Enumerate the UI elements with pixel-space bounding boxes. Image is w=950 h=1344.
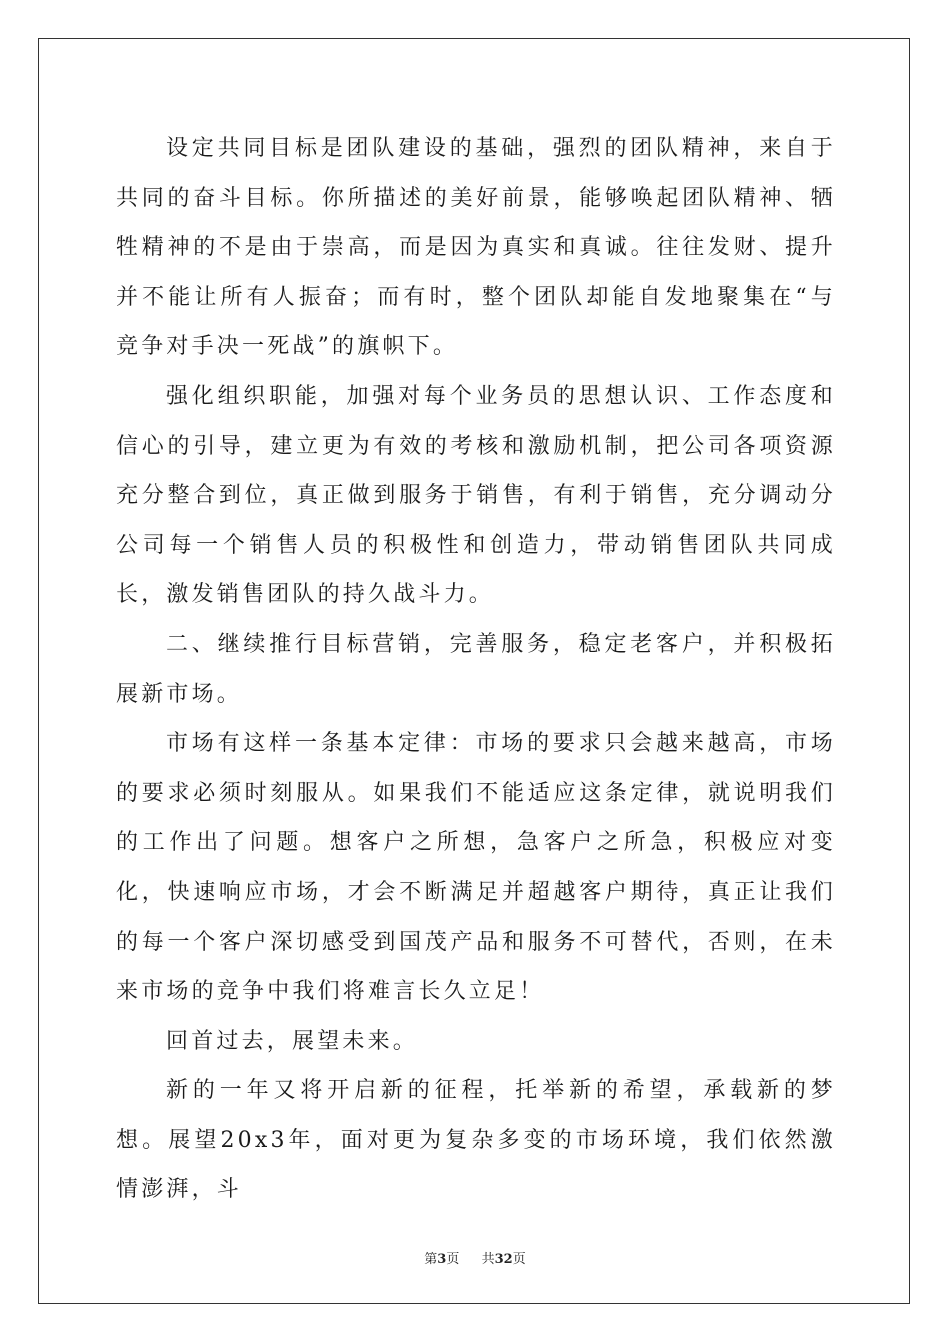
page-suffix: 页 bbox=[446, 1252, 460, 1267]
total-suffix: 页 bbox=[512, 1252, 526, 1267]
page-prefix: 第 bbox=[424, 1252, 438, 1267]
paragraph-team-goal: 设定共同目标是团队建设的基础，强烈的团队精神，来自于共同的奋斗目标。你所描述的美好前景，能够唤起团队精神、牺牲精神的不是由于崇高，而是因为真实和真诚。往往发财、提升并不能让所有人振奋；而有时，整个团队却能自发地聚集在“与竞争对手决一死战”的旗帜下。 bbox=[116, 136, 836, 360]
paragraph-market-law: 市场有这样一条基本定律：市场的要求只会越来越高，市场的要求必须时刻服从。如果我们不能适应这条定律，就说明我们的工作出了问题。想客户之所想，急客户之所急，积极应对变化，快速响应市场，才会不断满足并超越客户期待，真正让我们的每一个客户深切感受到国茂产品和服务不可替代，否则，在未来市场的竞争中我们将难言长久立足！ bbox=[116, 731, 836, 1005]
paragraph-section-heading: 二、继续推行目标营销，完善服务，稳定老客户，并积极拓展新市场。 bbox=[116, 631, 836, 707]
page-footer bbox=[0, 1248, 950, 1267]
total-pages: 32 bbox=[494, 1252, 513, 1267]
document-body bbox=[116, 124, 836, 1215]
paragraph-looking-back: 回首过去，展望未来。 bbox=[166, 1028, 419, 1054]
total-prefix: 共 bbox=[481, 1252, 495, 1267]
page-number: 3 bbox=[437, 1252, 447, 1267]
paragraph-organization: 强化组织职能，加强对每个业务员的思想认识、工作态度和信心的引导，建立更为有效的考核和激励机制，把公司各项资源充分整合到位，真正做到服务于销售，有利于销售，充分调动分公司每一个销售人员的积极性和创造力，带动销售团队共同成长，激发销售团队的持久战斗力。 bbox=[116, 383, 836, 608]
paragraph-new-year: 新的一年又将开启新的征程，托举新的希望，承载新的梦想。展望20x3年，面对更为复杂多变的市场环境，我们依然激情澎湃，斗 bbox=[116, 1078, 836, 1203]
